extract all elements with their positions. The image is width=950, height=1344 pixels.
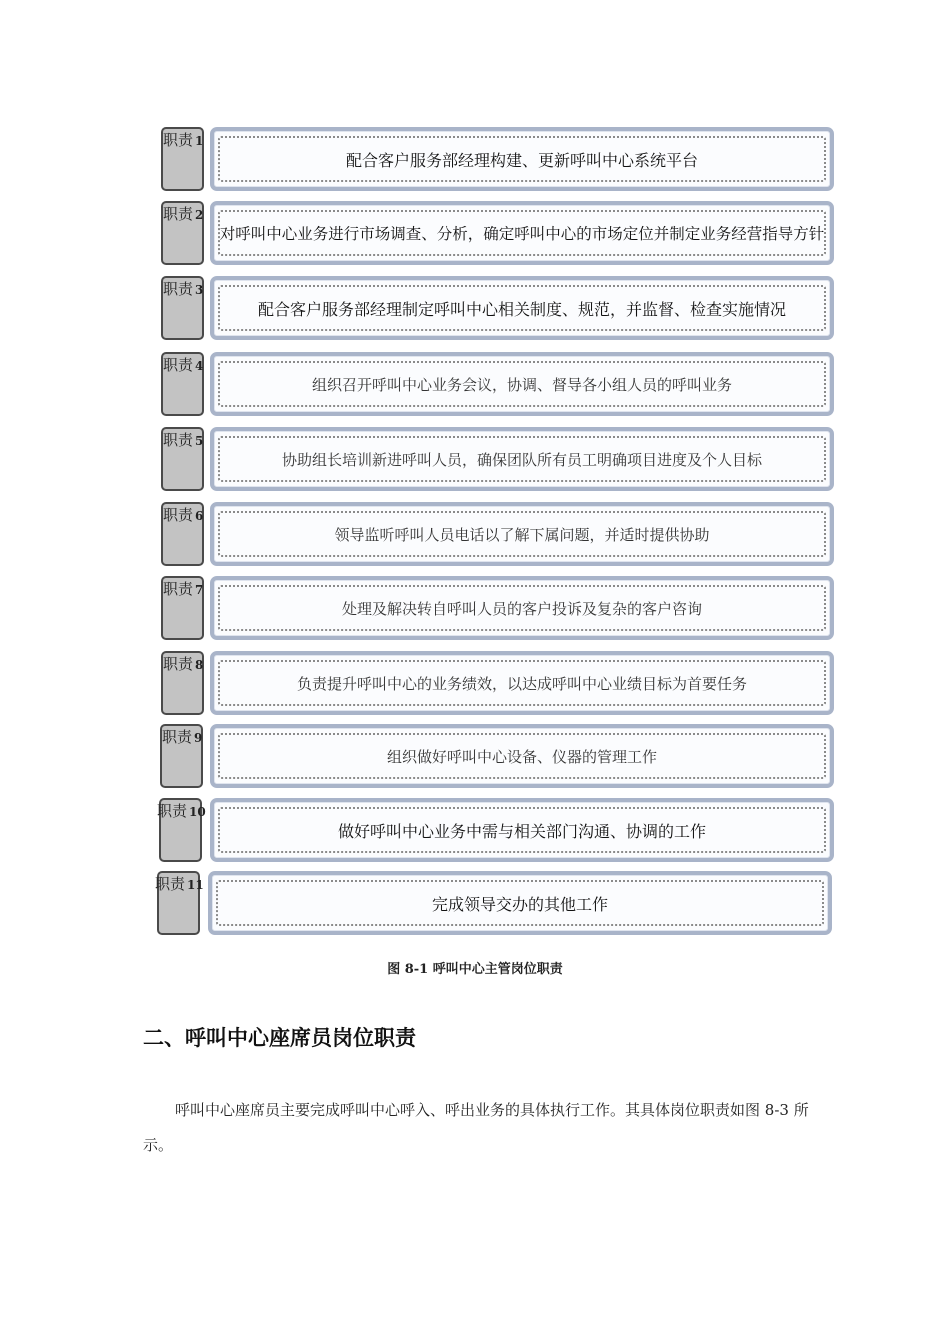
section-heading: 二、呼叫中心座席员岗位职责 [143,1025,416,1050]
duty-text: 配合客户服务部经理制定呼叫中心相关制度、规范，并监督、检查实施情况 [257,299,786,319]
duty-box [210,201,834,265]
duty-tag-number: 2 [195,208,204,222]
body-paragraph: 呼叫中心座席员主要完成呼叫中心呼入、呼出业务的具体执行工作。其具体岗位职责如图 8-3 所示。 [143,1101,809,1154]
duty-tag-text: 职责 [162,728,193,746]
duty-box [210,798,834,862]
duty-tag-label [163,129,203,150]
duty-tag-number: 5 [195,434,204,448]
duty-text: 对呼叫中心业务进行市场调查、分析，确定呼叫中心的市场定位并制定业务经营指导方针 [219,225,825,243]
duty-tag-number: 8 [195,658,204,672]
duty-tag-text: 职责 [163,280,194,298]
duty-row [155,871,836,937]
duty-tag-label [163,354,203,375]
duty-tag-number: 3 [195,283,204,297]
duty-row [158,276,836,342]
duty-tag-number: 1 [195,134,204,148]
duty-text: 协助组长培训新进呼叫人员，确保团队所有员工明确项目进度及个人目标 [281,450,762,469]
figure-caption: 图 8-1 呼叫中心主管岗位职责 [387,962,563,977]
duty-box [210,276,834,340]
duty-box [210,576,834,640]
duty-tag-number: 7 [195,583,204,597]
duty-tag-text: 职责 [157,802,188,820]
duty-tag-number: 4 [195,359,204,373]
duty-row [158,427,836,493]
duty-text: 配合客户服务部经理构建、更新呼叫中心系统平台 [345,150,698,170]
duty-box [210,724,834,788]
duty-tag-text: 职责 [163,356,194,374]
duty-text: 组织召开呼叫中心业务会议，协调、督导各小组人员的呼叫业务 [311,375,732,394]
duty-box [208,871,832,935]
duty-tag-text: 职责 [155,875,186,893]
duty-box [210,127,834,191]
duty-tag-text: 职责 [163,580,194,598]
duty-row [158,798,836,864]
duty-box [210,502,834,566]
duty-text: 组织做好呼叫中心设备、仪器的管理工作 [386,747,657,766]
duty-tag-number: 6 [195,509,204,523]
duty-row [158,352,836,418]
duty-text: 完成领导交办的其他工作 [431,894,608,914]
duty-text: 做好呼叫中心业务中需与相关部门沟通、协调的工作 [337,821,706,841]
duty-tag-text: 职责 [163,431,194,449]
duty-tag-label [163,504,203,525]
duty-tag-label [163,203,203,224]
duty-tag-number: 10 [189,805,206,819]
duty-row [158,502,836,568]
duty-tag-number: 9 [194,731,203,745]
duty-row [158,201,836,267]
duty-box [210,651,834,715]
duty-tag-text: 职责 [163,205,194,223]
duty-tag-text: 职责 [163,506,194,524]
duty-row [158,651,836,717]
duty-text: 负责提升呼叫中心的业务绩效，以达成呼叫中心业绩目标为首要任务 [296,674,747,693]
duty-tag-text: 职责 [163,655,194,673]
duty-row [158,127,836,193]
duty-tag-label [163,278,203,299]
duty-tag-label [157,800,206,821]
duty-box [210,427,834,491]
duty-tag-text: 职责 [163,131,194,149]
duty-text: 处理及解决转自呼叫人员的客户投诉及复杂的客户咨询 [341,599,702,618]
duty-row [158,576,836,642]
duty-tag-label [162,726,202,747]
duty-tag-label [163,429,203,450]
duty-tag-label [155,873,204,894]
duty-tag-label [163,578,203,599]
duty-tag-number: 11 [187,878,204,892]
duty-box [210,352,834,416]
duty-row [158,724,836,790]
duty-tag-label [163,653,203,674]
duty-text: 领导监听呼叫人员电话以了解下属问题，并适时提供协助 [334,525,710,544]
